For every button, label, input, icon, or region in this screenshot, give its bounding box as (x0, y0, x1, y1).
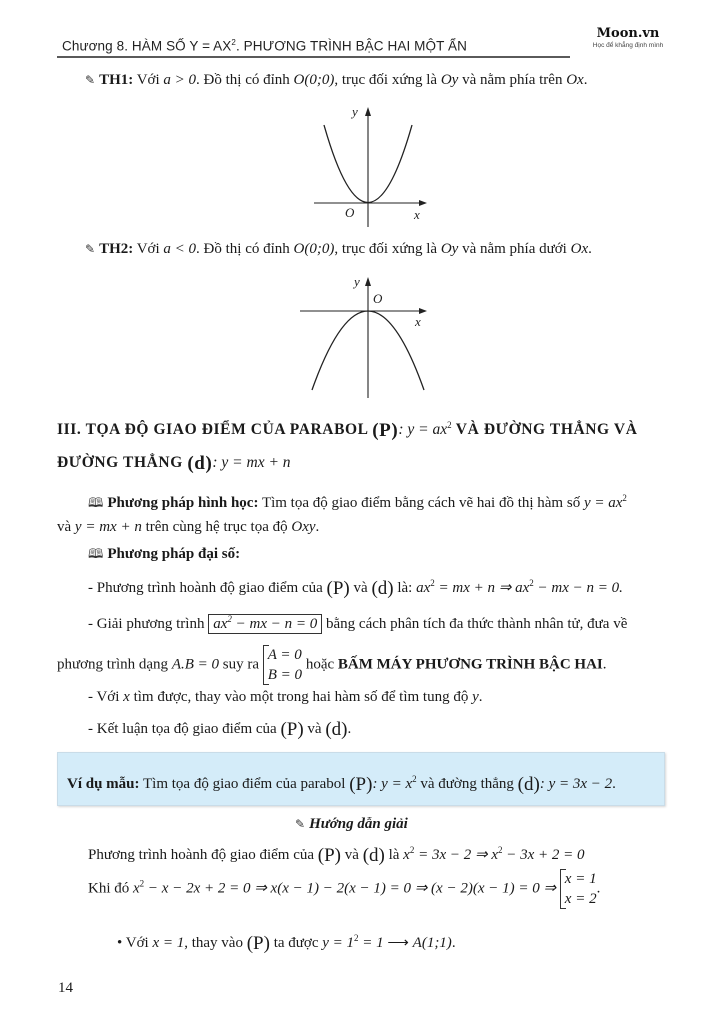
graph-upward-parabola (290, 100, 430, 230)
alg-text: - Kết luận tọa độ giao điểm của (88, 721, 277, 737)
logo-name: Moon.vn (596, 26, 660, 41)
math-eq: A.B = 0 (171, 656, 220, 673)
case-1-ref: Ox (566, 72, 584, 88)
math-d: (d) (362, 845, 385, 866)
x-axis-arrow-icon (419, 200, 427, 206)
solution-line-3 (117, 929, 456, 953)
math-var: y (472, 689, 479, 705)
case-item: x = 1 (564, 871, 597, 887)
case-2-text: và nằm phía dưới (462, 241, 567, 257)
pen-icon: ✎ (85, 242, 96, 256)
superscript: 2 (139, 878, 145, 889)
alg-text: - Phương trình hoành độ giao điểm của (88, 580, 323, 596)
chapter-title-rest: . PHƯƠNG TRÌNH BẬC HAI MỘT ẨN (235, 38, 467, 54)
math-P: (P) (372, 420, 399, 442)
superscript: 2 (529, 578, 534, 588)
period: . (583, 72, 588, 88)
chapter-title-sup: 2 (231, 38, 236, 47)
y-axis-label: y (352, 104, 358, 119)
math-var: x (123, 689, 130, 705)
alg-text: suy ra (222, 656, 260, 673)
math-eq: y = ax (583, 495, 623, 511)
chapter-title: Chương 8. HÀM SỐ Y = AX (62, 38, 232, 54)
header-rule (57, 56, 570, 58)
period: . (596, 880, 601, 897)
case-1-vertex: O(0;0) (293, 72, 335, 88)
math-P: (P) (246, 933, 270, 954)
case-1-text: và nằm phía trên (462, 72, 563, 88)
moon-logo (588, 26, 668, 49)
geo-method-text: trên cùng hệ trục tọa độ (145, 519, 288, 535)
book-icon: 🕮 (88, 495, 104, 510)
chapter-header (62, 38, 467, 54)
alg-step-1 (88, 574, 623, 598)
case-2-vertex: O(0;0) (293, 241, 335, 257)
case-2-label: TH2: (99, 241, 134, 257)
math-eq: : y = x (372, 776, 413, 792)
solution-text: , thay vào (184, 935, 243, 951)
math-eq: x (403, 847, 410, 863)
alg-step-5 (88, 720, 351, 739)
math-eq: x = 1 (152, 935, 185, 951)
solution-text: Với (125, 935, 149, 951)
solution-line-1 (88, 841, 585, 865)
math-eq: : y = 3x − 2 (539, 776, 613, 792)
math-d: (d) (371, 578, 394, 599)
math-d: (d) (187, 453, 213, 474)
solution-line-2 (88, 869, 600, 909)
y-axis-label: y (354, 274, 360, 289)
period: . (478, 689, 483, 705)
section-heading-line-2 (57, 453, 291, 475)
math-eq: y = 1 (322, 935, 355, 951)
case-2-text: . Đồ thị có đỉnh (196, 241, 290, 257)
superscript: 2 (430, 578, 435, 588)
math-d: (d) (517, 774, 540, 795)
origin-label: O (345, 205, 355, 220)
math-eq: − 3x + 2 = 0 (502, 847, 585, 863)
cases-bracket (263, 645, 302, 685)
math-line-eq: : y = mx + n (212, 454, 291, 471)
math-eq: − mx − n = 0. (533, 580, 623, 596)
case-2-condition: a < 0 (163, 241, 197, 257)
case-1-condition: a > 0 (163, 72, 197, 88)
math-P: (P) (317, 845, 342, 866)
case-item: x = 2 (564, 891, 597, 907)
solution-text: là (388, 847, 400, 863)
case-item: A = 0 (267, 647, 302, 663)
math-result-point: A(1;1) (412, 935, 452, 951)
superscript: 2 (622, 493, 627, 503)
example-callout (57, 752, 665, 806)
section-heading-line-1 (57, 420, 638, 442)
math-parabola-eq: : y = ax (398, 421, 448, 439)
math-eq: = mx + n ⇒ ax (434, 580, 530, 596)
case-1-text: . Đồ thị có đỉnh (196, 72, 290, 88)
alg-step-2 (88, 610, 627, 633)
math-coord-system: Oxy (291, 519, 316, 535)
logo-tagline: Học để khẳng định mình (592, 42, 664, 49)
y-axis-arrow-icon (365, 107, 371, 116)
alg-step-4 (88, 688, 483, 706)
period: . (451, 935, 456, 951)
case-1-label: TH1: (99, 72, 134, 88)
superscript: 2 (409, 845, 415, 855)
example-text: Tìm tọa độ giao điểm của parabol (143, 776, 346, 792)
solution-title-text: Hướng dẫn giải (309, 816, 408, 832)
math-eq: ax (416, 580, 431, 596)
alg-text: - Với (88, 689, 120, 705)
alg-emphasis: BẤM MÁY PHƯƠNG TRÌNH BẬC HAI (337, 656, 603, 673)
bullet-icon: • (117, 935, 123, 951)
geo-method-label: Phương pháp hình học: (107, 495, 259, 511)
superscript: 2 (497, 845, 503, 855)
alg-text: phương trình dạng (57, 656, 169, 673)
geo-method-text: Tìm tọa độ giao điểm bằng cách vẽ hai đồ thị hàm số (261, 495, 581, 511)
alg-text: là: (397, 580, 413, 596)
solution-text: và (344, 847, 359, 863)
alg-text: hoặc (305, 656, 335, 673)
pen-icon: ✎ (295, 817, 306, 831)
period: . (588, 241, 592, 257)
x-axis-label: x (414, 207, 420, 222)
superscript: 2 (227, 614, 232, 624)
solution-text: Phương trình hoành độ giao điểm của (88, 847, 315, 863)
origin-label: O (373, 291, 383, 306)
section-heading-text: VÀ ĐƯỜNG THẲNG VÀ (455, 421, 638, 439)
alg-method-label: Phương pháp đại số: (107, 546, 241, 562)
period: . (612, 776, 616, 792)
case-1-line (85, 71, 587, 89)
case-item: B = 0 (267, 667, 303, 683)
math-d: (d) (325, 719, 348, 740)
y-axis-arrow-icon (365, 277, 371, 286)
alg-text: - Giải phương trình (88, 616, 205, 632)
superscript: 2 (354, 933, 359, 943)
case-1-text: Với (136, 72, 160, 88)
page-number: 14 (58, 980, 73, 996)
case-2-line (85, 240, 592, 258)
geo-method-line-2 (57, 518, 319, 536)
math-eq: x (133, 880, 140, 897)
period: . (347, 721, 352, 737)
x-axis-label: x (415, 314, 421, 329)
book-icon: 🕮 (88, 546, 104, 561)
geo-method-line-1 (88, 489, 627, 512)
math-eq: y = mx + n (74, 519, 142, 535)
example-text: và đường thẳng (420, 776, 514, 792)
alg-step-3 (57, 645, 607, 685)
math-eq: = 1 (358, 935, 384, 951)
long-right-arrow-icon: ⟶ (387, 935, 409, 951)
boxed-equation (208, 614, 322, 634)
case-2-text: , trục đối xứng là (334, 241, 438, 257)
math-eq: − x − 2x + 2 = 0 ⇒ x(x − 1) − 2(x − 1) = 0 ⇒ (x − 2)(x − 1) = 0 ⇒ (144, 880, 557, 897)
period: . (602, 656, 607, 673)
solution-title (295, 815, 408, 833)
solution-text: ta được (273, 935, 319, 951)
case-2-axis: Oy (440, 241, 459, 257)
example-label: Ví dụ mẫu: (67, 776, 140, 792)
case-2-ref: Ox (570, 241, 589, 257)
alg-text: và (353, 580, 368, 596)
geo-method-text: và (57, 519, 72, 535)
section-heading-text: III. TỌA ĐỘ GIAO ĐIỂM CỦA PARABOL (57, 421, 368, 439)
superscript: 2 (447, 420, 452, 430)
superscript: 2 (412, 774, 417, 784)
math-eq: = 3x − 2 ⇒ x (414, 847, 498, 863)
pen-icon: ✎ (85, 73, 96, 87)
math-eq: − mx − n = 0 (231, 616, 318, 632)
alg-method-heading (88, 545, 240, 563)
section-heading-text: ĐƯỜNG THẲNG (57, 454, 183, 471)
alg-text: bằng cách phân tích đa thức thành nhân tử, đưa về (326, 616, 628, 632)
math-eq: ax (213, 616, 228, 632)
case-1-axis: Oy (440, 72, 459, 88)
case-1-text: , trục đối xứng là (334, 72, 438, 88)
math-P: (P) (280, 719, 304, 740)
alg-text: tìm được, thay vào một trong hai hàm số để tìm tung độ (133, 689, 469, 705)
math-P: (P) (349, 774, 373, 795)
example-line (67, 770, 616, 794)
alg-text: và (307, 721, 322, 737)
solution-text: Khi đó (88, 880, 130, 897)
graph-downward-parabola (290, 270, 430, 398)
math-P: (P) (326, 578, 350, 599)
cases-bracket (560, 869, 597, 909)
period: . (315, 519, 320, 535)
case-2-text: Với (136, 241, 160, 257)
